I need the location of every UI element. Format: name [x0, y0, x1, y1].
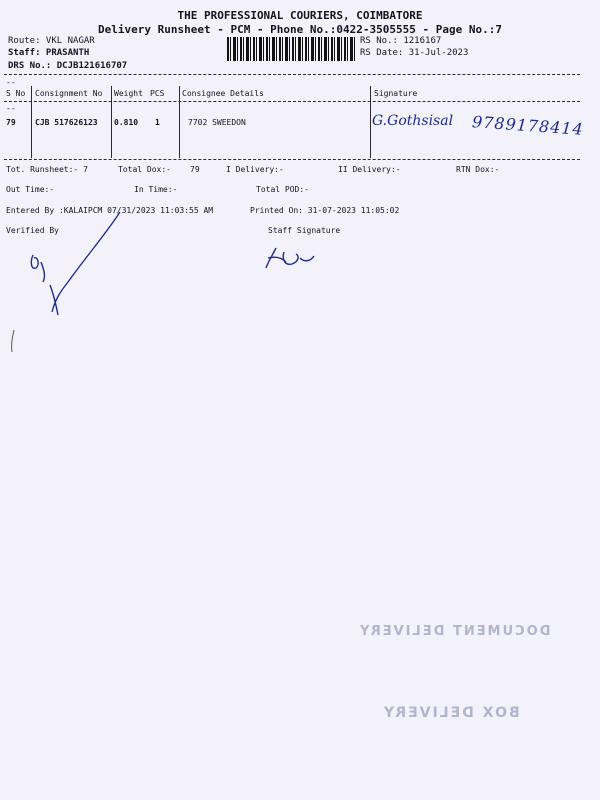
- recipient-phone: 9789178414: [471, 112, 585, 139]
- rtn-dox: RTN Dox:-: [456, 165, 500, 174]
- row-sno: 79: [6, 118, 16, 127]
- total-pod: Total POD:-: [256, 185, 309, 194]
- verified-by: Verified By: [6, 226, 59, 235]
- row-pcs: 1: [155, 118, 160, 127]
- box-delivery-stamp: BOX DELIVERY: [382, 705, 520, 721]
- col-consignment: Consignment No: [35, 89, 103, 98]
- col-signature: Signature: [374, 89, 418, 98]
- drs-number: DRS No.: DCJB121616707: [8, 61, 128, 71]
- ii-delivery: II Delivery:-: [338, 165, 401, 174]
- col-consignee: Consignee Details: [182, 89, 264, 98]
- lead-mark: --: [6, 104, 16, 113]
- staff-signature-label: Staff Signature: [268, 226, 341, 235]
- verifier-signature: [52, 212, 120, 312]
- rs-number: RS No.: 1216167: [360, 36, 442, 46]
- entered-by: Entered By :KALAIPCM 07/31/2023 11:03:55 AM: [6, 206, 214, 215]
- company-name: THE PROFESSIONAL COURIERS, COIMBATORE: [177, 9, 423, 22]
- staff: Staff: PRASANTH: [8, 48, 90, 58]
- in-time: In Time:-: [134, 185, 178, 194]
- lead-mark: --: [6, 78, 16, 87]
- recipient-signature: G.Gothsisal: [372, 113, 454, 129]
- row-consignee: 7702 SWEEDON: [188, 118, 246, 127]
- col-weight: Weight: [114, 89, 143, 98]
- i-delivery: I Delivery:-: [226, 165, 284, 174]
- stray-mark: [12, 330, 14, 352]
- staff-signature: [266, 248, 314, 268]
- route: Route: VKL NAGAR: [8, 36, 95, 46]
- printed-on: Printed On: 31-07-2023 11:05:02: [250, 206, 400, 215]
- total-dox-value: 79: [190, 165, 200, 174]
- document-delivery-stamp: DOCUMENT DELIVERY: [358, 624, 551, 639]
- rs-date: RS Date: 31-Jul-2023: [360, 48, 469, 58]
- row-weight: 0.810: [114, 118, 139, 127]
- runsheet-subtitle: Delivery Runsheet - PCM - Phone No.:0422-3505555 - Page No.:7: [98, 23, 502, 36]
- col-sno: S No: [6, 89, 26, 98]
- tot-runsheet: Tot. Runsheet:- 7: [6, 165, 88, 174]
- row-consignment: CJB 517626123: [35, 118, 98, 127]
- out-time: Out Time:-: [6, 185, 55, 194]
- total-dox-label: Total Dox:-: [118, 165, 171, 174]
- col-pcs: PCS: [150, 89, 165, 98]
